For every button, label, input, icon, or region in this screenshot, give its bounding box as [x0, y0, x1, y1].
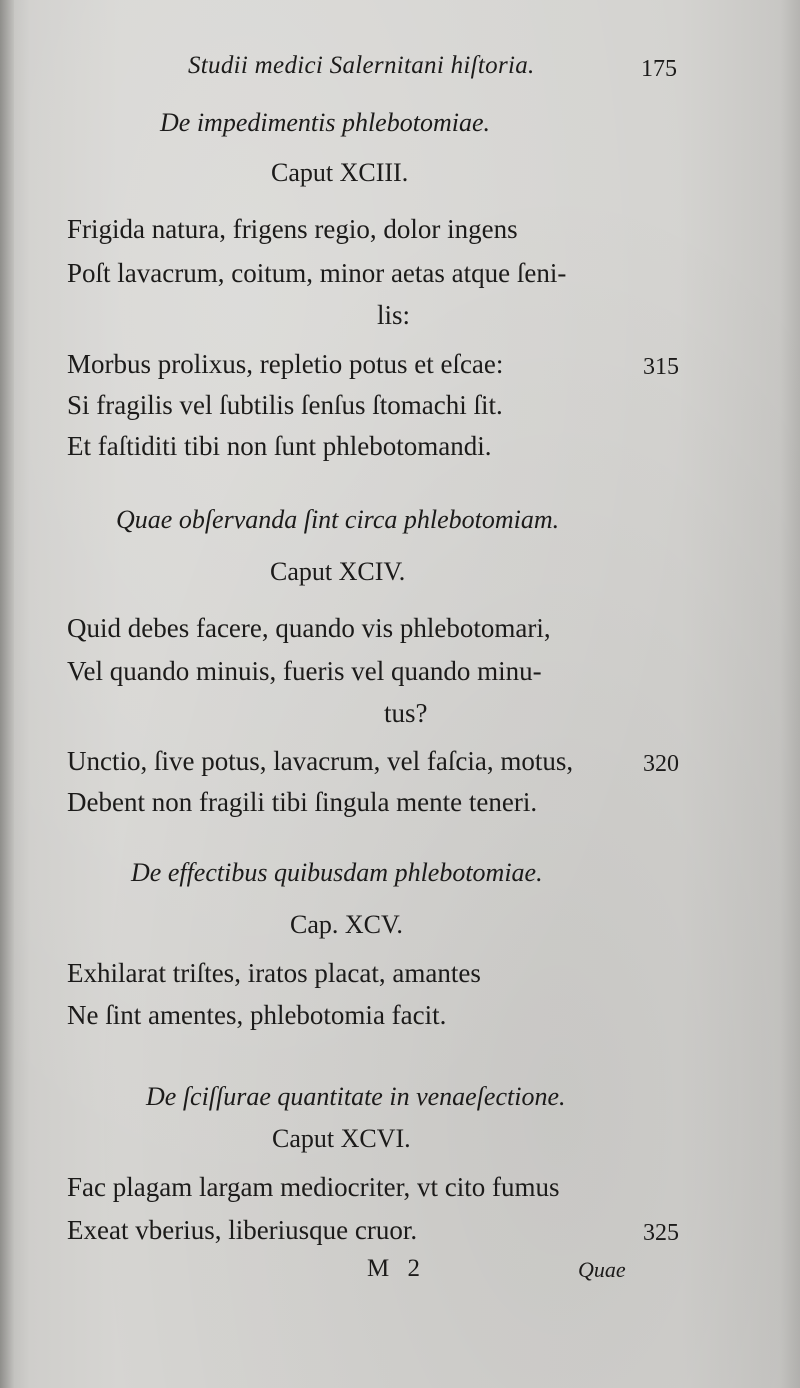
page-footer — [0, 1255, 800, 1291]
verse-line-continuation: lis: — [377, 300, 411, 330]
page-header — [0, 52, 800, 92]
caput-label: Caput XCIII. — [271, 158, 409, 187]
verse-line: Vel quando minuis, fueris vel quando minu- — [67, 656, 542, 686]
verse-line-number: 320 — [643, 751, 679, 777]
verse-line: Fac plagam largam mediocriter, vt cito fumus — [67, 1172, 560, 1202]
section-heading: De impedimentis phlebotomiae. — [160, 108, 490, 137]
page-gutter-shadow — [0, 0, 14, 1388]
verse-line: Exeat vberius, liberiusque cruor. — [67, 1215, 418, 1245]
verse-line-number: 325 — [643, 1220, 679, 1246]
verse-line: Et faſtiditi tibi non ſunt phlebotomandi. — [67, 431, 492, 461]
caput-label: Caput XCVI. — [272, 1124, 411, 1153]
section-heading: De ſciſſurae quantitate in venaeſectione. — [146, 1082, 566, 1111]
section-heading: Quae obſervanda ſint circa phlebotomiam. — [116, 505, 560, 534]
verse-line: Ne ſint amentes, phlebotomia facit. — [67, 1000, 447, 1030]
verse-line: Frigida natura, frigens regio, dolor ingens — [67, 214, 518, 244]
verse-line: Exhilarat triſtes, iratos placat, amantes — [67, 958, 481, 988]
catchword: Quae — [578, 1257, 626, 1282]
verse-line: Quid debes facere, quando vis phlebotomari, — [67, 613, 551, 643]
verse-line-continuation: tus? — [384, 698, 428, 728]
caput-label: Cap. XCV. — [290, 910, 403, 939]
verse-line: Poſt lavacrum, coitum, minor aetas atque ſeni- — [67, 258, 567, 288]
signature-mark: M 2 — [367, 1255, 426, 1282]
caput-label: Caput XCIV. — [270, 557, 406, 586]
verse-line: Unctio, ſive potus, lavacrum, vel faſcia, motus, — [67, 746, 574, 776]
page-number: 175 — [641, 56, 677, 82]
section-heading: De effectibus quibusdam phlebotomiae. — [131, 858, 543, 887]
running-title: Studii medici Salernitani hiſtoria. — [188, 52, 535, 79]
verse-line-number: 315 — [643, 354, 679, 380]
verse-line: Si fragilis vel ſubtilis ſenſus ſtomachi ſit. — [67, 390, 503, 420]
verse-line: Debent non fragili tibi ſingula mente teneri. — [67, 787, 538, 817]
verse-line: Morbus prolixus, repletio potus et eſcae: — [67, 349, 504, 379]
